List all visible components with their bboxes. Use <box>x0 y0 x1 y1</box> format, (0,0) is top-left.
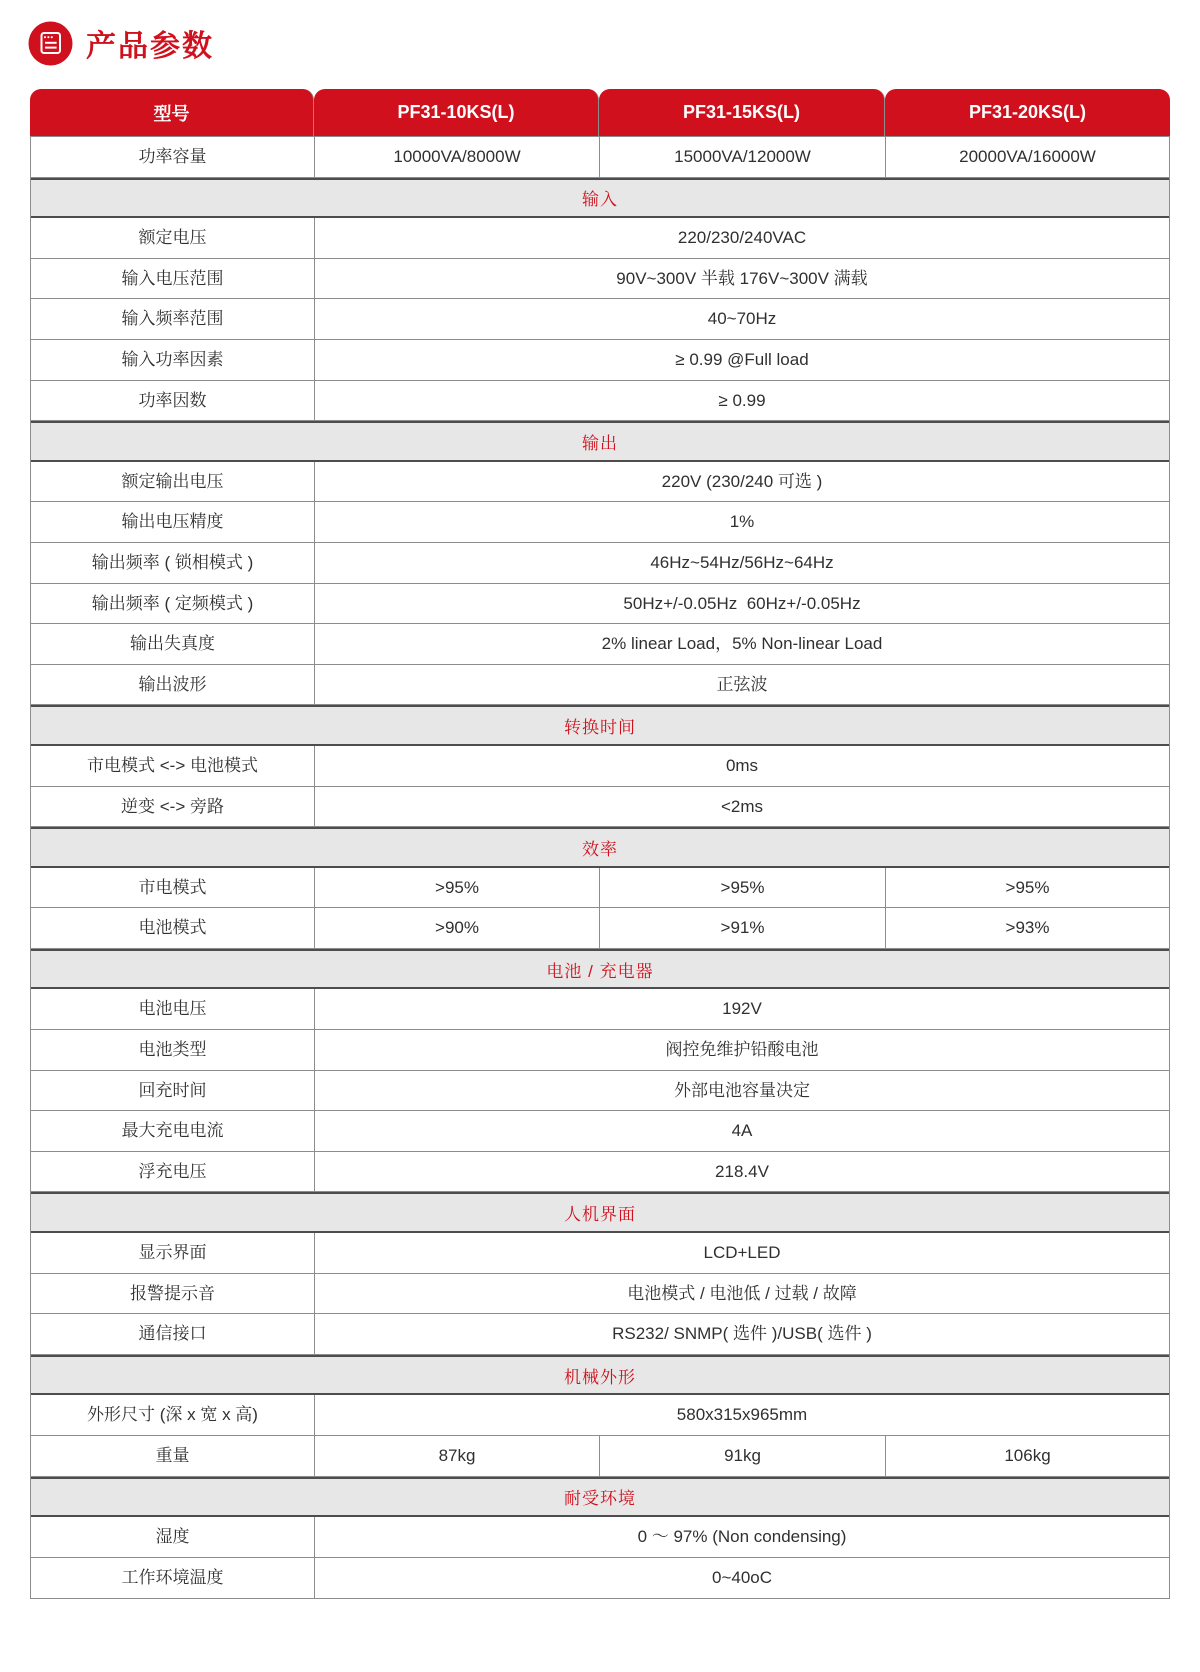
table-row <box>31 259 1169 300</box>
table-row <box>31 462 1169 503</box>
spec-table <box>30 89 1170 1599</box>
spec-value: RS232/ SNMP( 选件 )/USB( 选件 ) <box>612 1324 872 1344</box>
spec-label: 最大充电电流 <box>31 1111 315 1151</box>
spec-value: 50Hz+/-0.05Hz 60Hz+/-0.05Hz <box>623 593 861 613</box>
table-header-row <box>30 89 1170 136</box>
spec-label: 回充时间 <box>31 1071 315 1111</box>
table-row <box>31 908 1169 949</box>
spec-value: 20000VA/16000W <box>959 147 1096 167</box>
table-row <box>31 502 1169 543</box>
table-row <box>31 584 1169 625</box>
table-row <box>31 1314 1169 1355</box>
spec-value: 15000VA/12000W <box>600 137 886 177</box>
spec-label: 外形尺寸 (深 x 宽 x 高) <box>31 1395 315 1435</box>
header-model-1: PF31-10KS(L) <box>314 89 599 136</box>
spec-label: 输入电压范围 <box>31 259 315 299</box>
spec-label: 逆变 <-> 旁路 <box>31 787 315 827</box>
spec-label: 额定电压 <box>31 218 315 258</box>
section-row: 输入 <box>31 178 1169 219</box>
spec-value: 40~70Hz <box>707 309 777 329</box>
section-row: 转换时间 <box>31 705 1169 746</box>
spec-value: 87kg <box>315 1436 600 1476</box>
spec-label: 电池模式 <box>31 908 315 948</box>
spec-value: 外部电池容量决定 <box>674 1080 810 1100</box>
spec-value: 0ms <box>725 755 759 775</box>
table-row <box>31 1152 1169 1193</box>
section-row: 效率 <box>31 827 1169 868</box>
spec-value: 4A <box>731 1121 753 1141</box>
spec-value: 阀控免维护铅酸电池 <box>665 1040 819 1060</box>
spec-value: 580x315x965mm <box>676 1405 808 1425</box>
spec-label: 湿度 <box>31 1517 315 1557</box>
spec-value: 106kg <box>1004 1446 1051 1466</box>
table-row <box>31 1071 1169 1112</box>
table-row <box>31 1233 1169 1274</box>
table-row <box>31 1395 1169 1436</box>
table-row <box>31 340 1169 381</box>
spec-value: 90V~300V 半载 176V~300V 满载 <box>616 268 868 288</box>
table-row <box>31 1030 1169 1071</box>
table-row <box>31 989 1169 1030</box>
spec-value: 正弦波 <box>716 674 768 694</box>
spec-label: 输出电压精度 <box>31 502 315 542</box>
spec-value: >95% <box>1005 877 1050 897</box>
table-row <box>31 218 1169 259</box>
spec-value: LCD+LED <box>703 1243 781 1263</box>
spec-label: 输出频率 ( 定频模式 ) <box>31 584 315 624</box>
spec-label: 工作环境温度 <box>31 1558 315 1599</box>
spec-value: 2% linear Load，5% Non-linear Load <box>601 634 883 654</box>
table-row <box>31 624 1169 665</box>
spec-value: >93% <box>1005 918 1050 938</box>
table-row <box>31 1517 1169 1558</box>
spec-value: 电池模式 / 电池低 / 过载 / 故障 <box>627 1283 857 1303</box>
spec-label: 输入功率因素 <box>31 340 315 380</box>
header-model-label: 型号 <box>30 89 314 136</box>
spec-label: 显示界面 <box>31 1233 315 1273</box>
spec-label: 输出失真度 <box>31 624 315 664</box>
section-row: 机械外形 <box>31 1355 1169 1396</box>
spec-value: >95% <box>600 868 886 908</box>
spec-value: <2ms <box>720 796 764 816</box>
spec-label: 输入频率范围 <box>31 299 315 339</box>
spec-label: 市电模式 <-> 电池模式 <box>31 746 315 786</box>
table-row <box>31 543 1169 584</box>
spec-value: 220V (230/240 可选 ) <box>661 471 823 491</box>
table-row <box>31 868 1169 909</box>
spec-label: 通信接口 <box>31 1314 315 1354</box>
spec-value: 1% <box>729 512 755 532</box>
spec-label: 额定输出电压 <box>31 462 315 502</box>
spec-value: 91kg <box>600 1436 886 1476</box>
spec-value: ≥ 0.99 <box>718 390 766 410</box>
spec-value: >95% <box>315 868 600 908</box>
table-row <box>31 746 1169 787</box>
table-row <box>31 787 1169 828</box>
spec-label: 电池类型 <box>31 1030 315 1070</box>
table-row <box>31 665 1169 706</box>
spec-value: >91% <box>600 908 886 948</box>
section-row: 人机界面 <box>31 1192 1169 1233</box>
table-row <box>31 1274 1169 1315</box>
spec-label: 输出波形 <box>31 665 315 705</box>
spec-value: 192V <box>722 999 762 1019</box>
spec-label: 市电模式 <box>31 868 315 908</box>
page-title: 产品参数 <box>86 30 214 63</box>
spec-label: 重量 <box>31 1436 315 1476</box>
spec-label: 浮充电压 <box>31 1152 315 1192</box>
table-row <box>31 299 1169 340</box>
table-row <box>31 381 1169 422</box>
spec-value: 10000VA/8000W <box>315 137 600 177</box>
spec-value: 220/230/240VAC <box>677 228 807 248</box>
header-model-3: PF31-20KS(L) <box>885 89 1170 136</box>
spec-value: 218.4V <box>715 1161 769 1181</box>
section-row: 电池 / 充电器 <box>31 949 1169 990</box>
spec-label: 输出频率 ( 锁相模式 ) <box>31 543 315 583</box>
spec-label: 电池电压 <box>31 989 315 1029</box>
spec-value: 46Hz~54Hz/56Hz~64Hz <box>650 552 834 572</box>
page-title-bar <box>28 20 1200 66</box>
table-row <box>31 1436 1169 1477</box>
spec-label: 功率因数 <box>31 381 315 421</box>
spec-label: 报警提示音 <box>31 1274 315 1314</box>
spec-sheet-icon <box>28 21 73 66</box>
table-body <box>30 136 1170 1599</box>
spec-label: 功率容量 <box>31 137 315 177</box>
spec-value: >90% <box>315 908 600 948</box>
table-row <box>31 1558 1169 1599</box>
section-row: 输出 <box>31 421 1169 462</box>
spec-value: 0 ～ 97% (Non condensing) <box>637 1527 847 1547</box>
spec-value: ≥ 0.99 @Full load <box>675 349 809 369</box>
header-model-2: PF31-15KS(L) <box>599 89 885 136</box>
table-row <box>31 137 1169 178</box>
spec-value: 0~40oC <box>711 1568 773 1588</box>
table-row <box>31 1111 1169 1152</box>
section-row: 耐受环境 <box>31 1477 1169 1518</box>
